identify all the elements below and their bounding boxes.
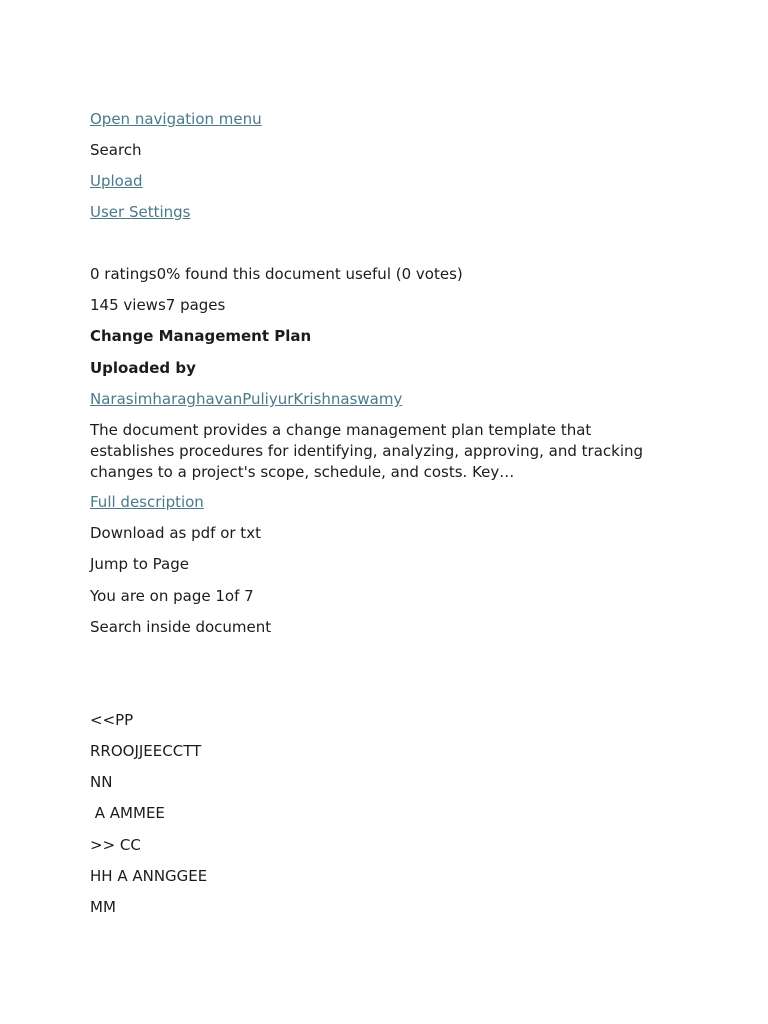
content-line: <<PP bbox=[90, 711, 134, 729]
rating-summary bbox=[90, 265, 463, 283]
upload-link[interactable]: Upload bbox=[90, 172, 143, 190]
user-settings-link[interactable]: User Settings bbox=[90, 203, 191, 221]
search-inside-document[interactable]: Search inside document bbox=[90, 618, 272, 636]
document-title: Change Management Plan bbox=[90, 327, 312, 345]
full-description-link[interactable]: Full description bbox=[90, 493, 204, 511]
content-line: RROOJJEECCTT bbox=[90, 742, 202, 760]
uploaded-by-label: Uploaded by bbox=[90, 359, 196, 377]
page-status bbox=[90, 587, 254, 605]
document-description: The document provides a change management plan template that establishes procedures for identifying, analyzing, approving, and tracking changes to a project's scope, schedule, and costs. Key… bbox=[90, 421, 644, 481]
current-page-number[interactable]: 1 bbox=[215, 587, 225, 605]
views-count: 145 views bbox=[90, 296, 166, 314]
content-line: NN bbox=[90, 773, 113, 791]
download-button[interactable]: Download as pdf or txt bbox=[90, 524, 261, 542]
content-line: >> CC bbox=[90, 836, 141, 854]
page-status-prefix: You are on page bbox=[90, 587, 216, 605]
search-label[interactable]: Search bbox=[90, 141, 142, 159]
pages-count: 7 pages bbox=[165, 296, 226, 314]
page-status-suffix: of 7 bbox=[224, 587, 254, 605]
content-line: HH A ANNGGEE bbox=[90, 867, 208, 885]
open-navigation-menu-link[interactable]: Open navigation menu bbox=[90, 110, 262, 128]
jump-to-page-label[interactable]: Jump to Page bbox=[90, 555, 189, 573]
uploader-link[interactable]: NarasimharaghavanPuliyurKrishnaswamy bbox=[90, 390, 403, 408]
content-line: MM bbox=[90, 898, 116, 916]
content-line: A AMMEE bbox=[90, 804, 165, 822]
useful-percentage: 0% found this document useful (0 votes) bbox=[156, 265, 463, 283]
ratings-count: 0 ratings bbox=[90, 265, 157, 283]
doc-stats bbox=[90, 296, 225, 314]
